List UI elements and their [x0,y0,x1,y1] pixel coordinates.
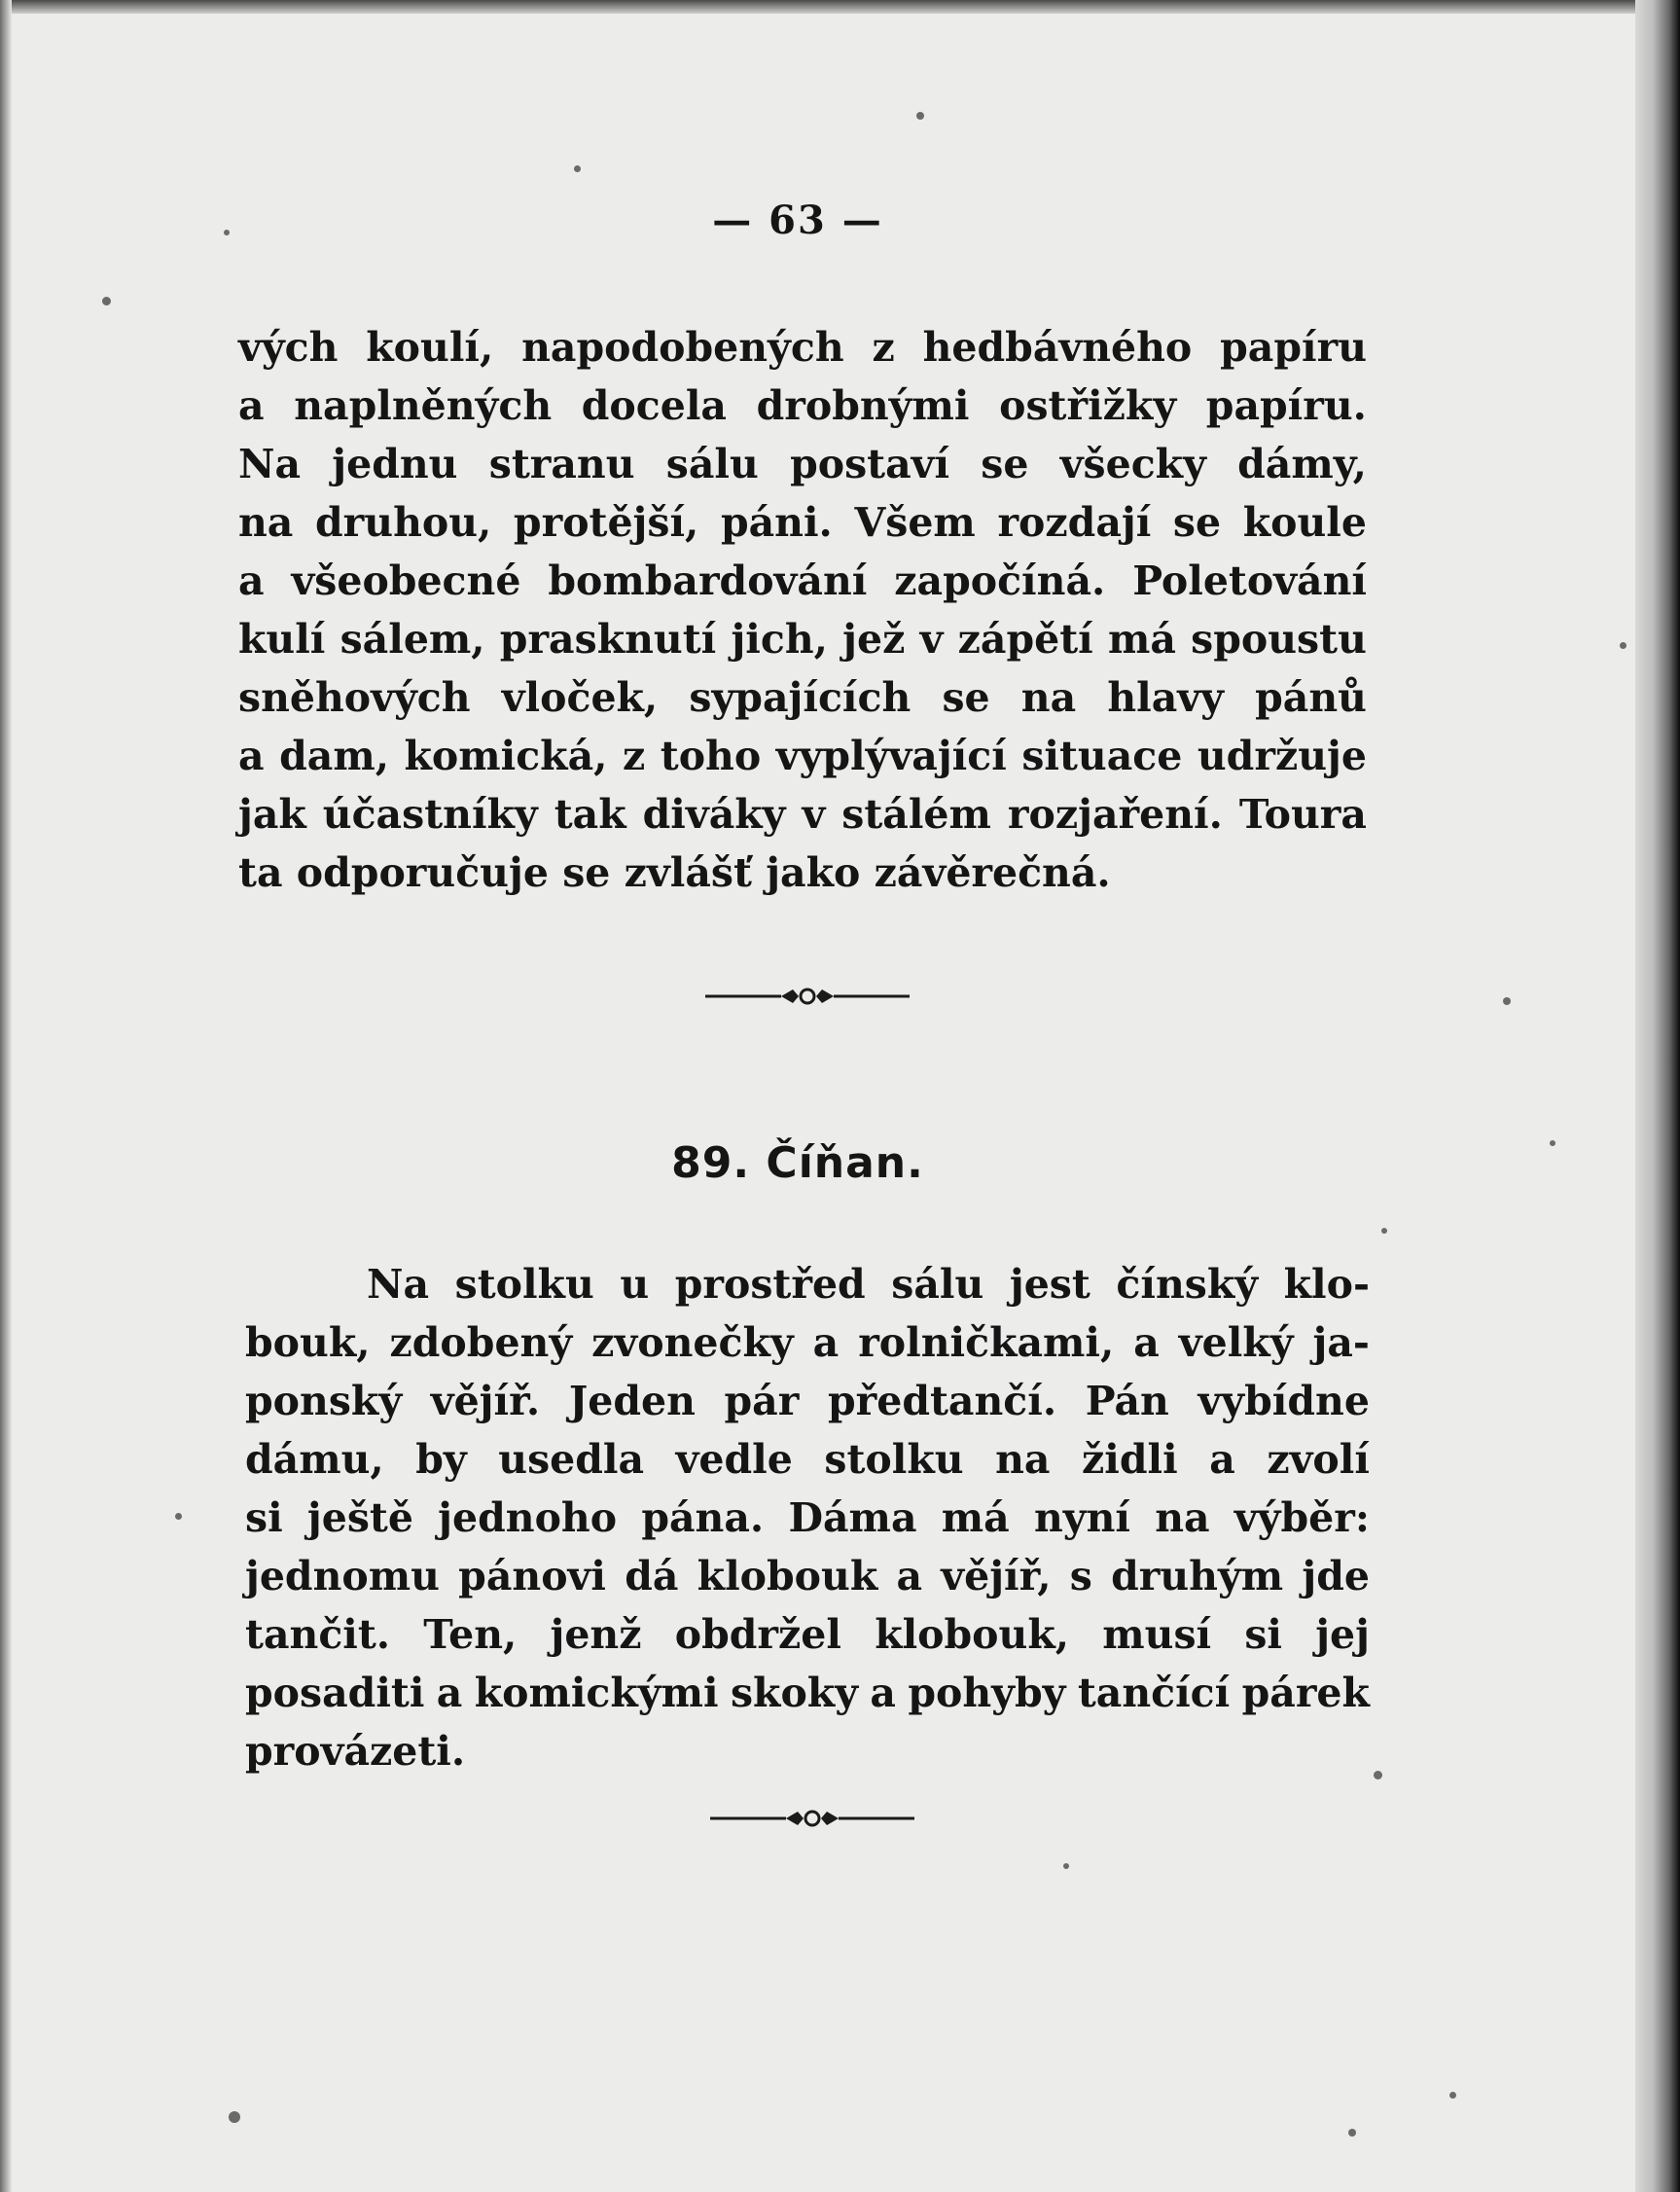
scan-speck [1348,2129,1356,2137]
page-top-edge [0,0,1680,14]
section-heading: 89. Číňan. [671,1138,924,1188]
text-line: jednomu pánovi dá klobouk a vějíř, s druhým jde [245,1553,1370,1599]
text-line: vých koulí, napodobených z hedbávného papíru [238,324,1367,371]
ornament-divider-icon [705,985,910,1008]
scan-speck [224,230,230,235]
scan-speck [1503,997,1511,1005]
text-line: bouk, zdobený zvonečky a rolničkami, a velký ja- [245,1319,1370,1366]
scan-speck [102,297,111,305]
text-line: Na stolku u prostřed sálu jest čínský klo- [367,1261,1370,1308]
scan-speck [229,2111,240,2123]
scan-speck [1381,1228,1387,1234]
text-line: sněhových vloček, sypajících se na hlavy pánů [238,674,1367,721]
text-line: dámu, by usedla vedle stolku na židli a zvolí [245,1436,1370,1483]
page-number: — 63 — [712,198,883,243]
scan-speck [1374,1771,1382,1779]
scan-speck [175,1513,182,1520]
text-line: a všeobecné bombardování započíná. Poletování [238,557,1367,604]
text-line: a naplněných docela drobnými ostřižky papíru. [238,382,1367,429]
paragraph-chinese-dance [245,1255,1370,1780]
text-line: na druhou, protější, páni. Všem rozdají se koule [238,499,1367,546]
text-line: ta odporučuje se zvlášť jako závěrečná. [238,849,1111,896]
paragraph-continuation [238,318,1367,902]
scan-speck [1449,2092,1456,2099]
scan-speck [1550,1140,1555,1146]
text-line: si ještě jednoho pána. Dáma má nyní na výběr: [245,1494,1370,1541]
ornament-divider-icon [710,1807,914,1830]
page-left-edge [0,0,12,2192]
text-line: posaditi a komickými skoky a pohyby tančící párek [245,1670,1370,1716]
page-right-edge-shadow [1635,0,1680,2192]
text-line: Na jednu stranu sálu postaví se všecky dámy, [238,441,1367,487]
text-line: jak účastníky tak diváky v stálém rozjaření. Toura [238,791,1367,838]
text-line: provázeti. [245,1728,466,1775]
text-line: kulí sálem, prasknutí jich, jež v zápětí má spoustu [238,616,1367,663]
text-line: ponský vějíř. Jeden pár předtančí. Pán vybídne [245,1378,1370,1424]
scan-speck [1063,1863,1069,1869]
scan-speck [1620,642,1626,649]
text-line: a dam, komická, z toho vyplývající situace udržuje [238,733,1367,779]
scan-speck [574,165,581,172]
scan-speck [916,112,924,120]
text-line: tančit. Ten, jenž obdržel klobouk, musí si jej [245,1611,1370,1658]
